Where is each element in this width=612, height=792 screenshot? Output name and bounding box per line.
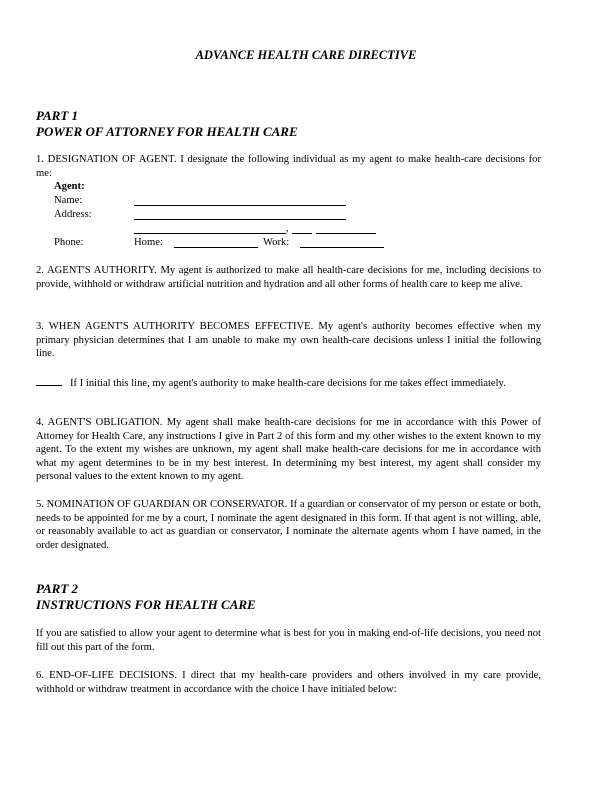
home-phone-field[interactable] <box>174 237 258 248</box>
section3-initial-line <box>36 375 541 391</box>
agent-state-field[interactable] <box>292 223 312 234</box>
agent-label: Agent: <box>54 181 85 192</box>
part2-heading <box>36 581 256 612</box>
work-phone-field[interactable] <box>300 237 384 248</box>
address-comma: , <box>286 223 289 234</box>
section6-end-of-life-text: 6. END-OF-LIFE DECISIONS. I direct that my health-care providers and others involved in my care provide, withhold or withdraw treatment in accordance with the choice I have initialed below: <box>36 670 541 695</box>
part1-title: POWER OF ATTORNEY FOR HEALTH CARE <box>36 123 298 139</box>
agent-zip-field[interactable] <box>316 223 376 234</box>
phone-label: Phone: <box>54 237 84 248</box>
initial-immediate-text: If I initial this line, my agent's authority to make health-care decisions for me takes effect immediately. <box>70 378 506 389</box>
part2-title: INSTRUCTIONS FOR HEALTH CARE <box>36 596 256 612</box>
part2-intro-text: If you are satisfied to allow your agent to determine what is best for you in making end-of-life decisions, you need not fill out this part of the form. <box>36 628 541 653</box>
section4-obligation-text: 4. AGENT'S OBLIGATION. My agent shall make health-care decisions for me in accordance with this Power of Attorney for Health Care, any instructions I give in Part 2 of this form and my other wishes to the extent known to my agent. To the extent my wishes are unknown, my agent shall make health-care decisions for me in accordance with what my agent determines to be in my best interest. In determining my best interest, my agent shall consider my personal values to the extent known to my agent. <box>36 417 541 483</box>
home-phone-label: Home: <box>134 237 163 248</box>
part1-heading <box>36 108 298 139</box>
section3-effective-text: 3. WHEN AGENT'S AUTHORITY BECOMES EFFECTIVE. My agent's authority becomes effective when my primary physician determines that I am unable to make my own health-care decisions unless I initial the following line. <box>36 321 541 360</box>
agent-city-field[interactable] <box>134 223 286 234</box>
section2-authority-text: 2. AGENT'S AUTHORITY. My agent is authorized to make all health-care decisions for me, including decisions to provide, withhold or withdraw artificial nutrition and hydration and all other forms of health care to keep me alive. <box>36 265 541 290</box>
agent-address-line1-field[interactable] <box>134 209 346 220</box>
section1-designation-text: 1. DESIGNATION OF AGENT. I designate the following individual as my agent to make health-care decisions for me: <box>36 154 541 179</box>
address-label: Address: <box>54 209 92 220</box>
initial-immediate-field[interactable] <box>36 375 62 386</box>
name-label: Name: <box>54 195 83 206</box>
work-phone-label: Work: <box>263 237 290 248</box>
document-title: ADVANCE HEALTH CARE DIRECTIVE <box>195 48 417 62</box>
agent-name-field[interactable] <box>134 195 346 206</box>
part1-label: PART 1 <box>36 108 79 123</box>
part2-label: PART 2 <box>36 581 79 596</box>
section5-guardian-text: 5. NOMINATION OF GUARDIAN OR CONSERVATOR. If a guardian or conservator of my person or estate or both, needs to be appointed for me by a court, I nominate the agent designated in this form. If that agent is not willing, able, or reasonably available to act as guardian or conservator, I nominate the alternate agents whom I have named, in the order designated. <box>36 499 541 551</box>
